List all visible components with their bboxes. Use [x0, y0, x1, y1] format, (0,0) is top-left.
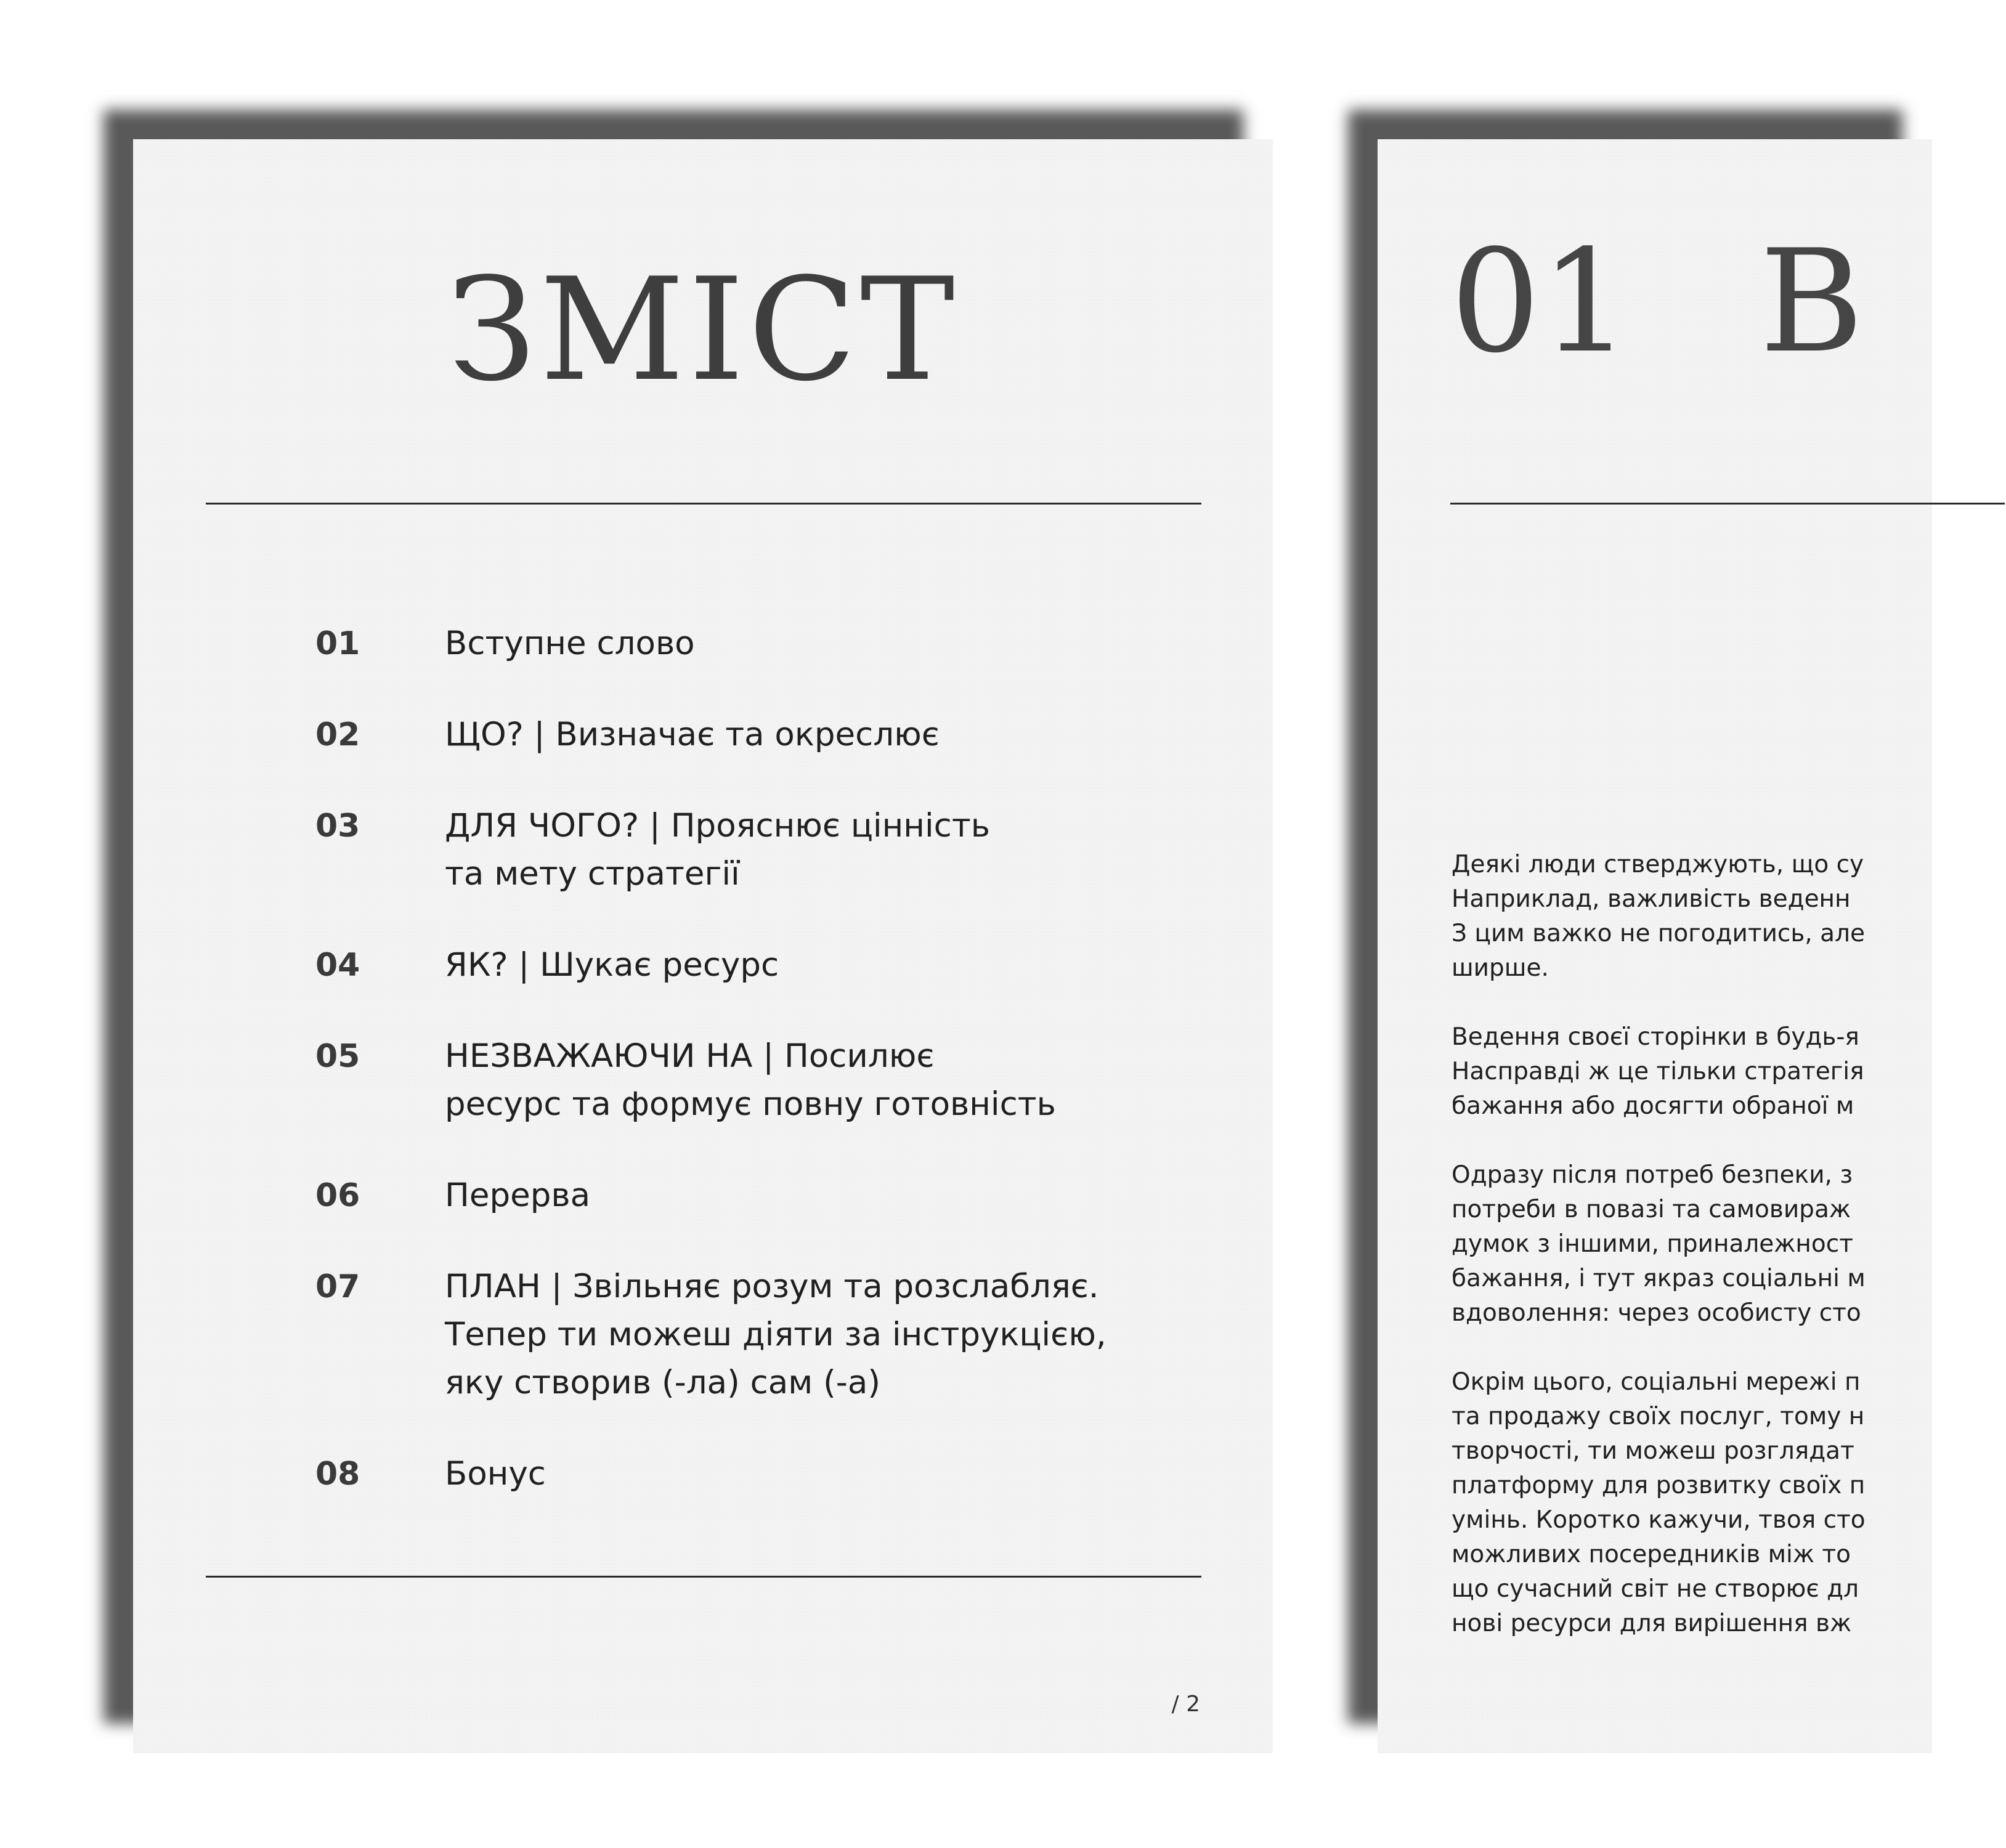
- text-line: ширше.: [1452, 954, 1549, 982]
- page-number: / 2: [1171, 1692, 1200, 1717]
- toc-item-label: [445, 711, 940, 759]
- toc-item-01[interactable]: [315, 620, 1178, 668]
- toc-list: [315, 620, 1178, 1541]
- toc-item-label: [445, 802, 990, 898]
- bottom-divider: [206, 1576, 1201, 1578]
- text-line: Деякі люди стверджують, що су: [1452, 851, 1864, 878]
- toc-item-05[interactable]: [315, 1032, 1178, 1129]
- text-line: умінь. Коротко кажучи, твоя сто: [1452, 1506, 1866, 1534]
- paragraph-4: [1452, 1365, 2006, 1641]
- toc-item-label: [445, 620, 695, 668]
- text-line: Насправді ж це тільки стратегія: [1452, 1058, 1864, 1085]
- toc-item-line: Тепер ти можеш діяти за інструкцією,: [445, 1316, 1107, 1353]
- toc-item-line: та мету стратегії: [445, 855, 740, 893]
- toc-item-08[interactable]: [315, 1450, 1178, 1498]
- toc-item-label: [445, 1450, 546, 1498]
- toc-item-line: Бонус: [445, 1455, 546, 1493]
- top-divider: [206, 503, 1201, 505]
- toc-item-line: яку створив (-ла) сам (-а): [445, 1364, 881, 1401]
- toc-item-label: [445, 941, 779, 989]
- toc-page: [133, 139, 1273, 1753]
- text-line: Ведення своєї сторінки в будь-я: [1452, 1023, 1859, 1051]
- toc-item-number: 02: [315, 716, 360, 753]
- text-line: бажання або досягти обраної м: [1452, 1092, 1854, 1120]
- text-line: думок з іншими, приналежност: [1452, 1230, 1853, 1258]
- text-line: Наприклад, важливість веденн: [1452, 885, 1851, 913]
- toc-item-line: ЯК? | Шукає ресурс: [445, 946, 779, 984]
- toc-item-label: [445, 1032, 1056, 1129]
- toc-item-number: 03: [315, 808, 360, 845]
- toc-item-label: [445, 1263, 1107, 1407]
- text-line: нові ресурси для вирішення вж: [1452, 1610, 1852, 1637]
- toc-item-07[interactable]: [315, 1263, 1178, 1407]
- text-line: платформу для розвитку своїх п: [1452, 1472, 1866, 1499]
- toc-item-number: 05: [315, 1038, 360, 1075]
- toc-item-line: ПЛАН | Звільняє розум та розслабляє.: [445, 1268, 1099, 1305]
- paragraph-1: [1452, 848, 2006, 986]
- toc-title: ЗМІСТ: [447, 248, 959, 413]
- toc-item-number: 07: [315, 1268, 360, 1305]
- text-line: З цим важко не погодитись, але: [1452, 920, 1865, 947]
- text-line: можливих посередників між то: [1452, 1541, 1851, 1568]
- toc-item-line: ресурс та формує повну готовність: [445, 1085, 1056, 1123]
- toc-item-number: 08: [315, 1456, 360, 1493]
- text-line: Одразу після потреб безпеки, з: [1452, 1161, 1853, 1189]
- toc-item-number: 01: [315, 625, 360, 662]
- toc-item-number: 04: [315, 947, 360, 984]
- toc-item-number: 06: [315, 1177, 360, 1214]
- toc-item-line: ЩО? | Визначає та окреслює: [445, 716, 940, 753]
- toc-item-line: НЕЗВАЖАЮЧИ НА | Посилює: [445, 1037, 935, 1075]
- chapter-title: В: [1760, 220, 1864, 384]
- text-line: Окрім цього, соціальні мережі п: [1452, 1368, 1861, 1396]
- toc-item-line: Вступне слово: [445, 625, 695, 662]
- chapter-page: [1378, 139, 1932, 1753]
- text-line: вдоволення: через особисту сто: [1452, 1299, 1861, 1327]
- toc-item-03[interactable]: [315, 802, 1178, 898]
- toc-item-line: Перерва: [445, 1177, 591, 1214]
- text-line: що сучасний світ не створює дл: [1452, 1575, 1859, 1603]
- toc-item-06[interactable]: [315, 1172, 1178, 1220]
- paragraph-2: [1452, 1020, 2006, 1124]
- toc-item-label: [445, 1172, 590, 1220]
- toc-item-04[interactable]: [315, 941, 1178, 989]
- text-line: творчості, ти можеш розглядат: [1452, 1437, 1854, 1465]
- toc-item-02[interactable]: [315, 711, 1178, 759]
- text-line: та продажу своїх послуг, тому н: [1452, 1403, 1865, 1430]
- chapter-body: [1452, 848, 2006, 1676]
- text-line: бажання, і тут якраз соціальні м: [1452, 1265, 1866, 1292]
- toc-item-line: ДЛЯ ЧОГО? | Прояснює цінність: [445, 807, 990, 845]
- text-line: потреби в повазі та самовираж: [1452, 1196, 1851, 1223]
- chapter-divider: [1450, 503, 2005, 505]
- chapter-number: 01: [1450, 220, 1631, 384]
- paragraph-3: [1452, 1158, 2006, 1331]
